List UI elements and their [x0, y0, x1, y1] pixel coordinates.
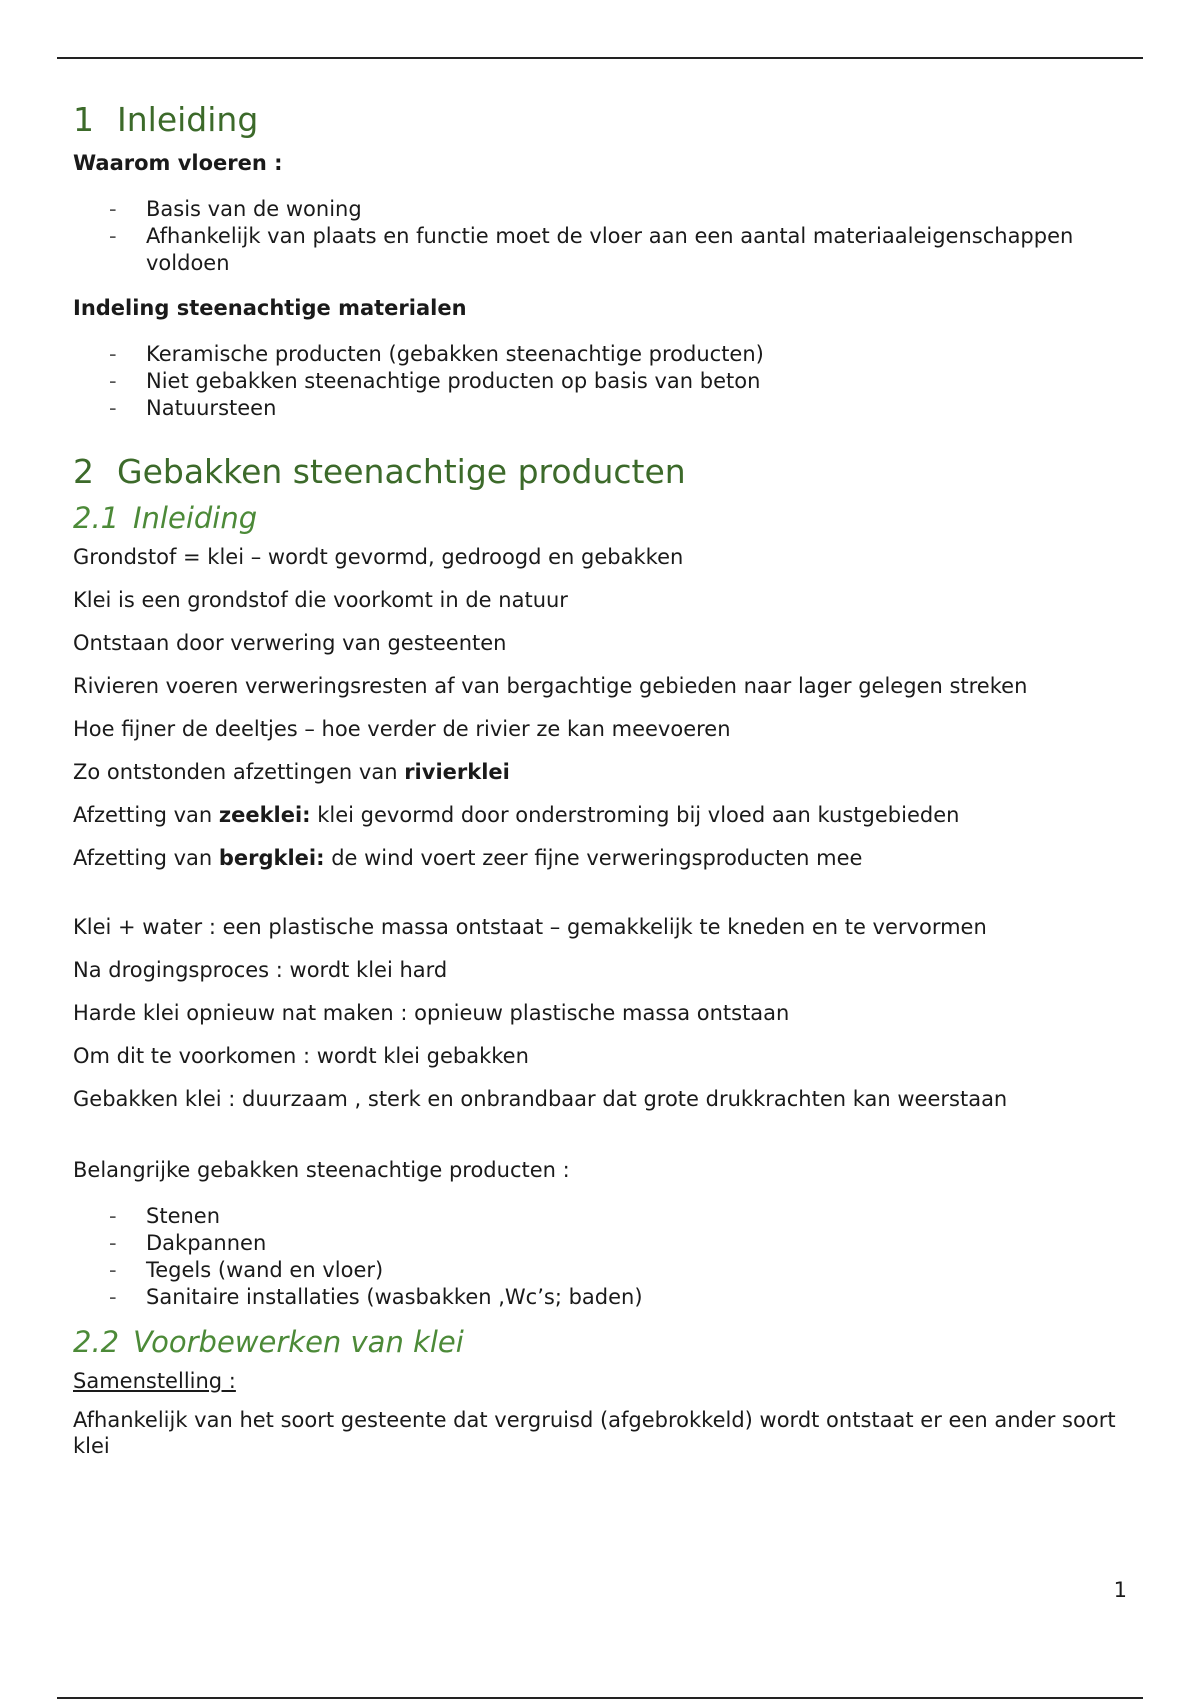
list-item: - Natuursteen [73, 395, 1133, 422]
paragraph: Ontstaan door verwering van gesteenten [73, 630, 507, 655]
header-rule [57, 57, 1143, 59]
waarom-list [73, 196, 1133, 277]
paragraph: Klei is een grondstof die voorkomt in de natuur [73, 587, 568, 612]
indeling-label: Indeling steenachtige materialen [73, 295, 467, 320]
products-list [73, 1203, 1133, 1311]
subheading-voorbewerken: 2.2 Voorbewerken van klei [73, 1324, 464, 1359]
list-item: - Sanitaire installaties (wasbakken ,Wc’s; baden) [73, 1284, 1133, 1311]
paragraph: Om dit te voorkomen : wordt klei gebakken [73, 1043, 529, 1068]
indeling-list [73, 341, 1133, 422]
paragraph-zeeklei: Afzetting van zeeklei: klei gevormd door onderstroming bij vloed aan kustgebieden [73, 802, 960, 827]
paragraph: Klei + water : een plastische massa ontstaat – gemakkelijk te kneden en te vervormen [73, 914, 987, 939]
list-item: - Keramische producten (gebakken steenachtige producten) [73, 341, 1133, 368]
heading-gebakken: 2 Gebakken steenachtige producten [73, 451, 686, 491]
paragraph: Na drogingsproces : wordt klei hard [73, 957, 448, 982]
waarom-label: Waarom vloeren : [73, 150, 283, 175]
list-item: - Stenen [73, 1203, 1133, 1230]
page-number: 1 [1113, 1578, 1127, 1602]
list-item: - Dakpannen [73, 1230, 1133, 1257]
paragraph: Grondstof = klei – wordt gevormd, gedroogd en gebakken [73, 544, 684, 569]
paragraph-rivierklei: Zo ontstonden afzettingen van rivierklei [73, 759, 510, 784]
subheading-inleiding: 2.1 Inleiding [73, 501, 258, 536]
heading-inleiding: 1 Inleiding [73, 100, 259, 139]
paragraph: Hoe fijner de deeltjes – hoe verder de rivier ze kan meevoeren [73, 716, 731, 741]
paragraph: Harde klei opnieuw nat maken : opnieuw plastische massa ontstaan [73, 1000, 790, 1025]
document-page [73, 100, 1133, 1476]
list-item: - Afhankelijk van plaats en functie moet de vloer aan een aantal materiaaleigenschappen voldoen [73, 223, 1133, 277]
list-item: - Tegels (wand en vloer) [73, 1257, 1133, 1284]
paragraph: Afhankelijk van het soort gesteente dat vergruisd (afgebrokkeld) wordt ontstaat er een ander soort klei [73, 1407, 1116, 1458]
list-item: - Basis van de woning [73, 196, 1133, 223]
paragraph: Gebakken klei : duurzaam , sterk en onbrandbaar dat grote drukkrachten kan weerstaan [73, 1086, 1008, 1111]
list-item: - Niet gebakken steenachtige producten op basis van beton [73, 368, 1133, 395]
samenstelling-label: Samenstelling : [73, 1368, 236, 1393]
paragraph-bergklei: Afzetting van bergklei: de wind voert zeer fijne verweringsproducten mee [73, 845, 863, 870]
paragraph: Rivieren voeren verweringsresten af van bergachtige gebieden naar lager gelegen streken [73, 673, 1028, 698]
paragraph: Belangrijke gebakken steenachtige producten : [73, 1157, 570, 1182]
footer-rule [57, 1697, 1143, 1699]
